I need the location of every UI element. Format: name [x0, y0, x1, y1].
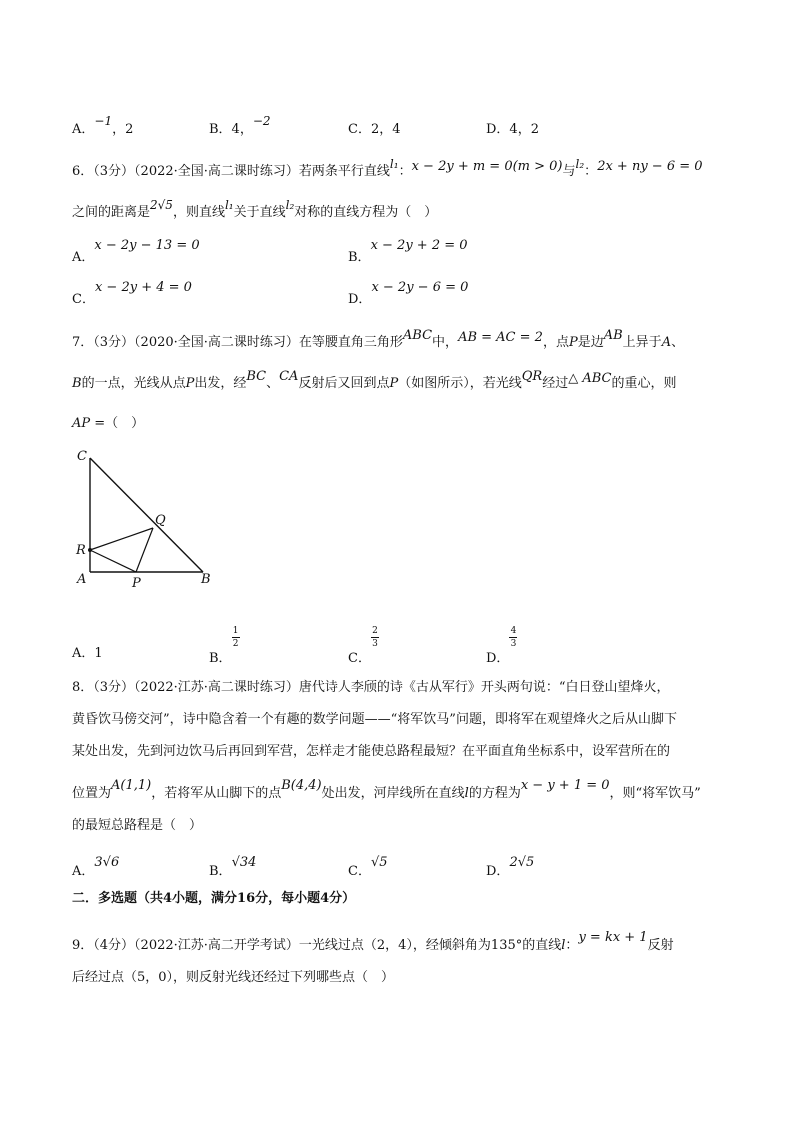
- q6-option-b-label: B．: [348, 250, 371, 265]
- q7-option-b-frac: [232, 626, 240, 649]
- q7-option-d-label: D．: [486, 651, 510, 666]
- q5-option-b: [209, 114, 271, 137]
- q8-option-a: [72, 855, 120, 879]
- q5-option-a: [72, 114, 134, 137]
- q8-line4-e: ，则“将军饮马”: [609, 786, 701, 801]
- q6-eq2: 2x + ny − 6 = 0: [597, 159, 703, 174]
- q6-option-b-math: x − 2y + 2 = 0: [370, 238, 468, 253]
- q7-line2-g: 的重心，则: [611, 376, 677, 391]
- fig-label-r: R: [76, 543, 86, 558]
- q7-line1-b: 中，: [432, 335, 459, 350]
- fig-label-a: A: [77, 572, 87, 587]
- q6-with: 与: [562, 164, 576, 179]
- q5-option-b-math: −2: [252, 114, 271, 128]
- q8-l: l: [464, 786, 469, 801]
- q6-dist: 2√5: [150, 198, 173, 212]
- q8-stem-line1: 8．（3分）（2022·江苏·高二课时练习）唐代诗人李颀的诗《古从军行》开头两句说：“白日登山望烽火，: [72, 680, 670, 695]
- q6-stem-line2: [72, 198, 438, 220]
- q6-colon2: ：: [584, 164, 598, 179]
- q9-line1-b: 反射: [647, 938, 674, 953]
- q6-option-c-math: x − 2y + 4 = 0: [94, 280, 192, 295]
- fig-side-bc: [90, 458, 203, 572]
- q8-point-a: A(1,1): [111, 778, 152, 793]
- q6-l2: l₂: [575, 157, 585, 171]
- q7-b: B: [72, 376, 82, 391]
- q7-option-c-label: C．: [348, 651, 371, 666]
- fig-ray-qp: [136, 528, 153, 572]
- q6-colon: ：: [398, 164, 412, 179]
- q9-stem-line2: 后经过点（5，0），则反射光线还经过下列哪些点（ ）: [72, 970, 395, 985]
- q7-option-d-den: 3: [510, 639, 517, 649]
- fig-label-c: C: [77, 449, 87, 464]
- q7-ab: AB: [603, 328, 623, 343]
- q6-option-c: [72, 280, 192, 307]
- q9-line1-a: 9．（4分）（2022·江苏·高二开学考试）一光线过点（2，4），经倾斜角为135°的直线: [72, 938, 562, 953]
- q6-stem-line1: [72, 157, 703, 179]
- q7-stem-line3: [72, 412, 144, 431]
- q8-option-b-label: B．: [209, 864, 232, 879]
- q9-l: l: [561, 938, 566, 953]
- q7-p: P: [568, 335, 578, 350]
- q7-option-b-label: B．: [209, 651, 232, 666]
- q7-a: A: [661, 335, 672, 350]
- section-2-heading: 二．多选题（共4小题，满分16分，每小题4分）: [72, 891, 356, 906]
- q6-line2-c: 关于直线: [233, 205, 286, 220]
- q7-option-c-den: 3: [372, 639, 378, 649]
- q7-option-b: [209, 626, 240, 666]
- q8-option-d-math: 2√5: [509, 855, 535, 870]
- q8-option-c-label: C．: [348, 864, 371, 879]
- q8-stem-line5: 的最短总路程是（ ）: [72, 818, 203, 833]
- q8-line4-c: 处出发，河岸线所在直线: [321, 786, 465, 801]
- q6-option-c-label: C．: [72, 292, 95, 307]
- q7-p2: P: [185, 376, 195, 391]
- q6-option-d-math: x − 2y − 6 = 0: [371, 280, 469, 295]
- q7-option-c-num: 2: [372, 626, 378, 636]
- q7-line2-c: 、: [266, 376, 280, 391]
- q6-eq1: x − 2y + m = 0(m > 0): [411, 159, 563, 174]
- q8-option-d-label: D．: [486, 864, 510, 879]
- q7-line2-b: 出发，经: [194, 376, 247, 391]
- fig-label-p: P: [132, 576, 141, 591]
- q7-stem-line1: [72, 328, 685, 350]
- q7-triangle-figure: [70, 444, 230, 594]
- q7-qr: QR: [521, 369, 543, 384]
- q8-option-d: [486, 855, 535, 879]
- q9-stem-line1: [72, 930, 674, 953]
- q8-option-b-math: √34: [231, 855, 257, 870]
- q7-tri: △ ABC: [568, 371, 612, 386]
- q6-option-b: [348, 238, 468, 265]
- q7-option-b-num: 1: [232, 626, 239, 636]
- q6-option-a: [72, 238, 200, 265]
- q7-option-d: [486, 626, 517, 666]
- q7-line2-a: 的一点，光线从点: [81, 376, 186, 391]
- q7-eq: AB = AC = 2: [458, 330, 543, 345]
- q7-line2-f: 经过: [542, 376, 569, 391]
- q7-ca: CA: [279, 369, 299, 384]
- q6-l2b: l₂: [285, 198, 295, 212]
- q7-line1-a: 7．（3分）（2020·全国·高二课时练习）在等腰直角三角形: [72, 335, 403, 350]
- q6-option-a-label: A．: [72, 250, 95, 265]
- q9-colon: ：: [565, 938, 579, 953]
- q8-line4-a: 位置为: [72, 786, 112, 801]
- q7-ap: AP =: [72, 416, 106, 431]
- q8-option-a-label: A．: [72, 864, 95, 879]
- q8-eq: x − y + 1 = 0: [520, 778, 610, 793]
- q7-abc: ABC: [402, 328, 433, 343]
- q7-line1-f: 、: [671, 335, 685, 350]
- q6-stem-text: 6．（3分）（2022·全国·高二课时练习）若两条平行直线: [72, 164, 390, 179]
- q6-l1: l₁: [389, 157, 399, 171]
- q8-point-b: B(4,4): [281, 778, 322, 793]
- q7-line3-b: （ ）: [105, 416, 145, 431]
- fig-ray-rq: [90, 528, 153, 550]
- q7-line1-d: 是边: [577, 335, 604, 350]
- q7-p3: P: [389, 376, 399, 391]
- q6-option-d-label: D．: [348, 292, 372, 307]
- q7-line2-d: 反射后又回到点: [298, 376, 390, 391]
- q8-stem-line4: [72, 778, 701, 801]
- q6-line2-a: 之间的距离是: [72, 205, 151, 220]
- fig-ray-pr: [90, 550, 136, 572]
- q6-line2-d: 对称的直线方程为（ ）: [294, 205, 438, 220]
- fig-label-q: Q: [155, 513, 166, 528]
- fig-point-r: [88, 548, 92, 552]
- q7-option-c: [348, 626, 379, 666]
- q8-stem-line2: 黄昏饮马傍交河”，诗中隐含着一个有趣的数学问题——“将军饮马”问题，即将军在观望烽火之后从山脚下: [72, 712, 677, 727]
- q7-option-b-den: 2: [232, 639, 239, 649]
- q8-option-a-math: 3√6: [94, 855, 120, 870]
- q7-bc: BC: [246, 369, 267, 384]
- q5-option-a-rest: ，2: [112, 122, 134, 137]
- q5-option-a-label: A．: [72, 122, 95, 137]
- q5-option-c: C．2，4: [348, 122, 401, 137]
- q8-option-c: [348, 855, 388, 879]
- q6-l1b: l₁: [224, 198, 234, 212]
- q5-option-b-label: B．4，: [209, 122, 253, 137]
- q7-option-d-num: 4: [510, 626, 517, 636]
- q7-stem-line2: [72, 369, 677, 391]
- fig-label-b: B: [201, 572, 211, 587]
- q7-option-d-frac: [509, 626, 517, 649]
- q8-option-c-math: √5: [370, 855, 388, 870]
- q7-option-a: A．1: [72, 646, 103, 661]
- q6-line2-b: ，则直线: [172, 205, 225, 220]
- q7-option-c-frac: [371, 626, 379, 649]
- q7-line1-e: 上异于: [622, 335, 662, 350]
- q8-option-b: [209, 855, 257, 879]
- q6-option-d: [348, 280, 469, 307]
- q7-line1-c: ，点: [542, 335, 569, 350]
- q7-line2-e: （如图所示），若光线: [398, 376, 522, 391]
- q8-line4-b: ，若将军从山脚下的点: [151, 786, 282, 801]
- q8-stem-line3: 某处出发，先到河边饮马后再回到军营，怎样走才能使总路程最短？在平面直角坐标系中，设军营所在的: [72, 744, 671, 759]
- q6-option-a-math: x − 2y − 13 = 0: [94, 238, 200, 253]
- q5-option-d: D．4，2: [486, 122, 539, 137]
- q8-line4-d: 的方程为: [468, 786, 521, 801]
- q9-eq: y = kx + 1: [578, 930, 648, 945]
- q5-option-a-math: −1: [94, 114, 113, 128]
